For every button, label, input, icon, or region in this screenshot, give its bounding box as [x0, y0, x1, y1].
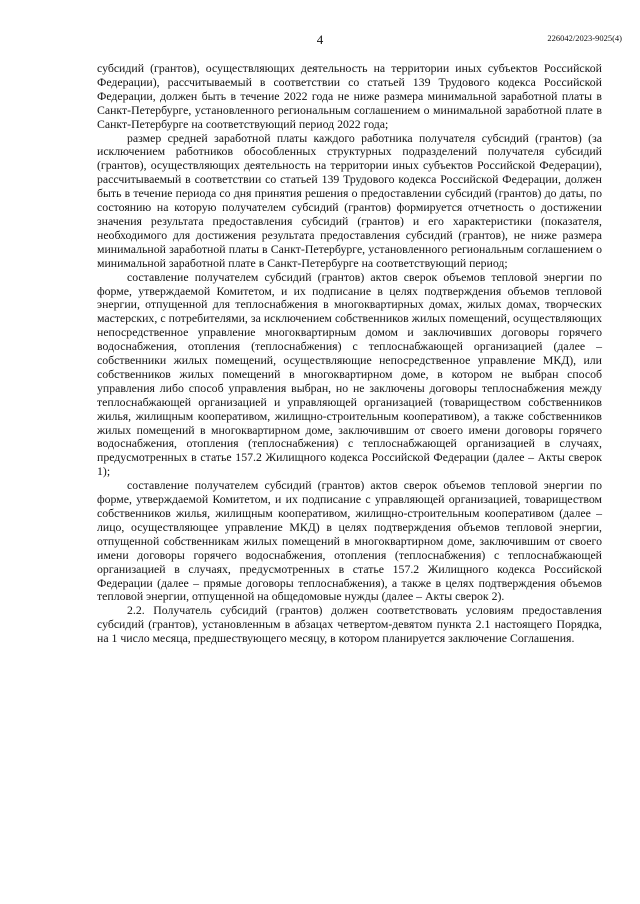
document-id: 226042/2023-9025(4): [547, 33, 622, 43]
paragraph-reconciliation-acts-1: составление получателем субсидий (грантов) актов сверок объемов тепловой энергии по форме, утверждаемой Комитетом, и их подписание в целях подтверждения объемов тепловой энергии, отпущенной для теплоснабжения в многоквартирных домах, жилых домах, творческих мастерских, с потребителями, за исключением собственников жилых помещений, осуществляющих непосредственное управление многоквартирным домом и заключивших договоры горячего водоснабжения, отопления (теплоснабжения) с теплоснабжающей организацией (далее – собственники жилых помещений, осуществляющие непосредственное управление МКД), или собственников жилых помещений в многоквартирном доме, в котором не выбран способ управления либо способ управления выбран, но не заключены договоры теплоснабжения между теплоснабжающей организацией и управляющей организацией (товариществом собственников жилья, жилищным кооперативом, жилищно-строительным кооперативом), а также собственников жилых помещений в многоквартирном доме, заключившим от своего имени договоры горячего водоснабжения, отопления (теплоснабжения) с теплоснабжающей организацией в случаях, предусмотренных в статье 157.2 Жилищного кодекса Российской Федерации (далее – Акты сверок 1);: [97, 269, 602, 479]
paragraph-average-salary: размер средней заработной платы каждого работника получателя субсидий (грантов) (за исключением работников обособленных структурных подразделений получателя субсидий (грантов), осуществляющих деятельность на территории иных субъектов Российской Федерации), рассчитываемый в соответствии со статьей 139 Трудового кодекса Российской Федерации, должен быть в течение периода со дня принятия решения о предоставлении субсидий (грантов) до даты, по состоянию на которую получателем субсидий (грантов) формируется отчетность о достижении значения результата предоставления субсидий (грантов) и его характеристики (показателя, необходимого для достижения результата предоставления субсидий (грантов), не ниже размера минимальной заработной платы в Санкт-Петербурге, установленного региональным соглашением о минимальной заработной плате в Санкт-Петербурге на соответствующий период;: [97, 130, 602, 270]
document-body: [97, 62, 602, 646]
paragraph-reconciliation-acts-2: составление получателем субсидий (грантов) актов сверок объемов тепловой энергии по форме, утверждаемой Комитетом, и их подписание с управляющей организацией, товариществом собственников жилья, жилищным кооперативом, жилищно-строительным кооперативом (далее – лицо, осуществляющее управление МКД) в целях подтверждения объемов тепловой энергии, отпущенной собственникам жилых помещений в многоквартирном доме, заключившим от своего имени договоры горячего водоснабжения, отопления (теплоснабжения) с теплоснабжающей организацией в случаях, предусмотренных в статье 157.2 Жилищного кодекса Российской Федерации (далее – прямые договоры теплоснабжения), а также в целях подтверждения объемов тепловой энергии, отпущенной на общедомовые нужды (далее – Акты сверок 2).: [97, 478, 602, 604]
page-number: 4: [316, 32, 324, 47]
paragraph-continued: субсидий (грантов), осуществляющих деятельность на территории иных субъектов Российской Федерации), рассчитываемый в соответствии со статьей 139 Трудового кодекса Российской Федерации, должен быть в течение 2022 года не ниже размера минимальной заработной платы в Санкт-Петербурге, установленного региональным соглашением о минимальной заработной плате в Санкт-Петербурге на соответствующий период 2022 года;: [97, 61, 602, 131]
clause-2-2: 2.2. Получатель субсидий (грантов) должен соответствовать условиям предоставления субсидий (грантов), установленным в абзацах четвертом-девятом пункта 2.1 настоящего Порядка, на 1 число месяца, предшествующего месяцу, в котором планируется заключение Соглашения.: [97, 603, 602, 646]
